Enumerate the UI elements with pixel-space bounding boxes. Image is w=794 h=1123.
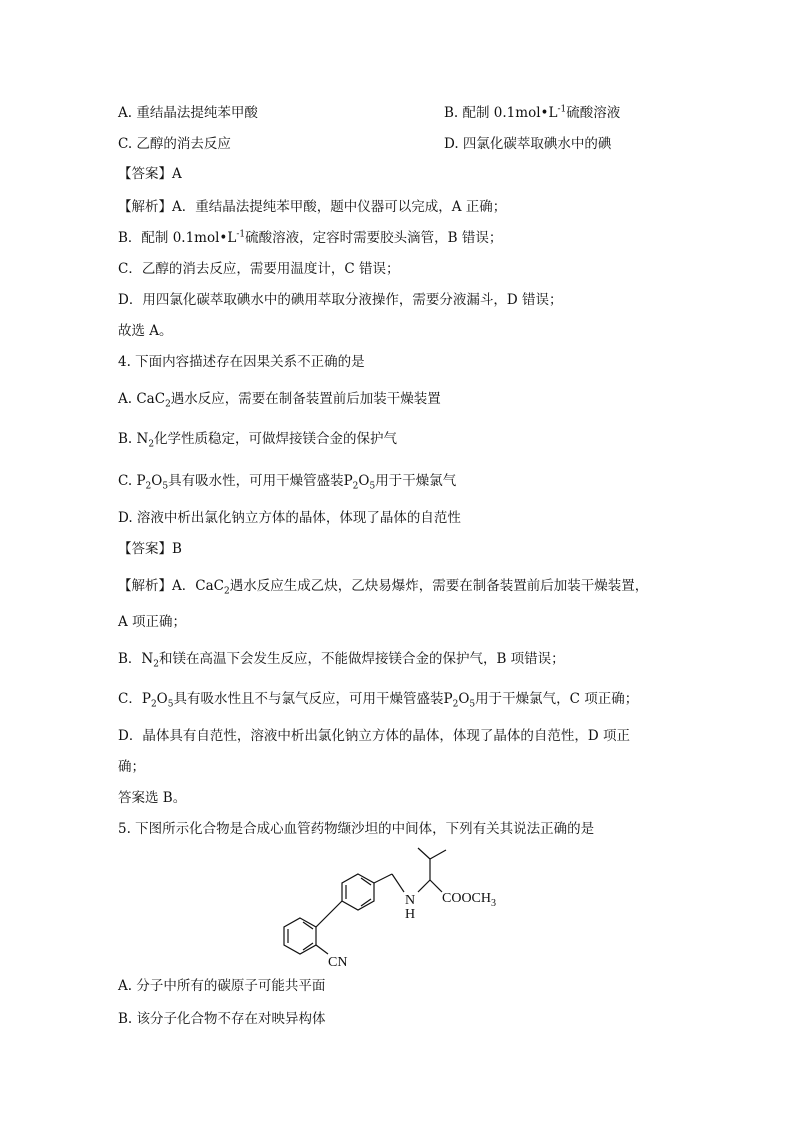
q4-p2o5-sub2: 5: [162, 481, 169, 492]
q4-exp-p2o5-sub1: 2: [150, 699, 157, 710]
q4-exp-p2o5-p: P: [141, 691, 151, 707]
q3-option-d: D. 四氯化碳萃取碘水中的碘: [444, 136, 612, 152]
q3-explanation-b: [118, 229, 502, 247]
q3-explanation-c: C．乙醇的消去反应，需要用温度计，C 错误；: [118, 261, 400, 277]
q4-exp-p2o5-o: O: [156, 691, 168, 707]
q4-exp-p2o5-sub2: 5: [167, 699, 174, 710]
mol-label-cn: CN: [328, 955, 348, 970]
mol-label-n: N: [405, 893, 416, 908]
q4-option-a: [118, 390, 441, 408]
q4-opt-b-label: B.: [118, 431, 137, 447]
q4-exp-p2o5b-sub1: 2: [452, 699, 459, 710]
lower-benzene-ring: [284, 918, 316, 954]
q3-option-c: C. 乙醇的消去反应: [118, 136, 231, 152]
q3-option-b-text: B. 配制 0.1mol•L: [444, 105, 558, 121]
q3-exp-b-text2: 硫酸溶液，定容时需要胶头滴管，B 错误；: [245, 230, 503, 246]
q4-exp-cac2-sub: 2: [223, 586, 230, 597]
q4-exp-p2o5b-sub2: 5: [469, 699, 476, 710]
q4-exp-b-label: B．: [118, 651, 142, 667]
q3-answer: 【答案】A: [118, 166, 182, 182]
q4-p2o5b-sub1: 2: [352, 481, 359, 492]
q4-p2o5-o: O: [151, 473, 163, 489]
q4-cac2: CaC: [136, 391, 166, 407]
q4-p2o5-p: P: [136, 473, 146, 489]
q4-opt-a-text: 遇水反应，需要在制备装置前后加装干燥装置: [170, 391, 441, 407]
q4-opt-c-text2: 用于干燥氯气: [375, 473, 457, 489]
nitrile-bond: [316, 945, 328, 954]
q4-n2: N: [136, 431, 149, 447]
q4-cac2-sub: 2: [165, 399, 171, 410]
q4-p2o5-sub1: 2: [145, 481, 152, 492]
q4-option-b: [118, 430, 397, 448]
q3-option-b: [444, 104, 620, 122]
q4-p2o5b-p: P: [343, 473, 353, 489]
q4-answer: 【答案】B: [118, 541, 182, 557]
q3-explanation-a: 【解析】A．重结晶法提纯苯甲酸，题中仪器可以完成，A 正确；: [118, 199, 507, 215]
q3-exp-b-sup: -1: [236, 229, 246, 240]
q4-exp-p2o5b-p: P: [443, 691, 453, 707]
q5-option-b: B. 该分子化合物不存在对映异构体: [118, 1011, 326, 1027]
q4-option-d: D. 溶液中析出氯化钠立方体的晶体，体现了晶体的自范性: [118, 510, 461, 526]
q4-explanation-c: [118, 690, 638, 708]
biphenyl-bond: [316, 901, 342, 927]
q4-exp-b-text: 和镁在高温下会发生反应，不能做焊接镁合金的保护气，B 项错误；: [158, 651, 565, 667]
q4-explanation-b: [118, 650, 565, 668]
q3-exp-b-text: B．配制 0.1mol•L: [118, 230, 237, 246]
q4-exp-cac2: CaC: [195, 578, 224, 594]
q4-exp-a-text: 遇水反应生成乙炔，乙炔易爆炸，需要在制备装置前后加装干燥装置，: [229, 578, 649, 594]
q3-explanation-d: D．用四氯化碳萃取碘水中的碘用萃取分液操作，需要分液漏斗，D 错误；: [118, 292, 563, 308]
q4-exp-n2: N: [141, 651, 154, 667]
q4-exp-c-text: 具有吸水性且不与氯气反应，可用干燥管盛装: [173, 691, 444, 707]
q4-opt-b-text: 化学性质稳定，可做焊接镁合金的保护气: [154, 431, 398, 447]
mol-label-ester: $COOCH_3$: [442, 891, 497, 909]
q3-option-b-sup: -1: [557, 104, 567, 115]
ester-bond: [430, 880, 442, 892]
q3-option-a: A. 重结晶法提纯苯甲酸: [118, 105, 258, 121]
q4-explanation-d: D．晶体具有自范性，溶液中析出氯化钠立方体的晶体，体现了晶体的自范性，D 项正: [118, 728, 630, 744]
molecule-structure: [270, 842, 530, 972]
q4-opt-c-text: 具有吸水性，可用干燥管盛装: [168, 473, 344, 489]
q4-opt-a-label: A.: [118, 391, 137, 407]
q4-exp-n2-sub: 2: [153, 659, 159, 670]
q4-stem: 4. 下面内容描述存在因果关系不正确的是: [118, 354, 365, 370]
q4-conclusion: 答案选 B。: [118, 790, 187, 806]
q4-opt-c-label: C.: [118, 473, 137, 489]
mol-label-h: H: [405, 907, 416, 922]
q3-conclusion: 故选 A。: [118, 323, 173, 339]
q4-exp-p2o5b-o: O: [458, 691, 470, 707]
q4-p2o5b-o: O: [358, 473, 370, 489]
q4-exp-a-label: 【解析】A．: [118, 578, 196, 594]
q5-stem: 5. 下图所示化合物是合成心血管药物缬沙坦的中间体，下列有关其说法正确的是: [118, 821, 595, 837]
q5-option-a: A. 分子中所有的碳原子可能共平面: [118, 978, 326, 994]
q4-explanation-a-cont: A 项正确；: [118, 614, 187, 630]
q4-exp-c-text2: 用于干燥氯气，C 项正确；: [475, 691, 639, 707]
methylene-bond: [374, 874, 392, 883]
upper-benzene-ring: [342, 874, 374, 910]
q4-option-c: [118, 472, 456, 490]
q4-exp-c-label: C．: [118, 691, 142, 707]
q4-p2o5b-sub2: 5: [369, 481, 376, 492]
q4-explanation-a: [118, 577, 648, 595]
q4-explanation-d-cont: 确；: [118, 759, 145, 775]
q3-option-b-text2: 硫酸溶液: [566, 105, 621, 121]
q4-n2-sub: 2: [148, 439, 155, 450]
